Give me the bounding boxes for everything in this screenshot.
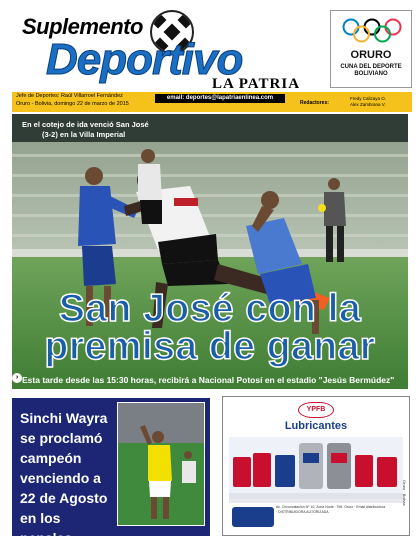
ypfb-logo: YPFB xyxy=(298,402,334,418)
arrow-bullet-icon: › xyxy=(12,373,22,383)
redactor-name: Fredy Calizaya O. xyxy=(350,96,387,101)
suplemento-label: Suplemento xyxy=(22,14,143,39)
secondary-photo xyxy=(117,402,205,526)
redactores-label: Redactores: xyxy=(300,100,329,106)
photo-caption xyxy=(22,120,149,140)
headline-line: San José con la xyxy=(58,287,362,330)
headline-line: premisa de ganar xyxy=(44,325,376,368)
caption-line: (3-2) en la Villa Imperial xyxy=(42,130,126,139)
logo-city: ORURO xyxy=(350,49,392,61)
email-link[interactable]: email: deportes@lapatriaenlinea.com xyxy=(155,94,285,103)
newspaper-name: LA PATRIA xyxy=(212,76,301,92)
olympic-rings-icon xyxy=(339,17,405,43)
main-headline xyxy=(12,287,408,368)
redactor-name: Alex Zambrana V. xyxy=(350,102,386,107)
deportivo-title: Deportivo xyxy=(46,35,243,84)
logo-tagline: CUNA DEL DEPORTE BOLIVIANO xyxy=(340,64,402,77)
main-subheadline: Esta tarde desde las 15:30 horas, recibirá a Nacional Potosí en el estadio "Jesús Bermúdez" xyxy=(22,375,395,385)
caption-line: En el cotejo de ida venció San José xyxy=(22,120,149,129)
ad-title: Lubricantes xyxy=(284,420,348,432)
player-celebration-photo xyxy=(118,403,204,525)
oruro-logo xyxy=(330,10,412,88)
secondary-headline[interactable]: Sinchi Wayra se proclamó campeón venciendo a 22 de Agosto en los penales xyxy=(20,410,108,546)
ad-side-text: Oruro · Bolivia xyxy=(402,480,407,506)
editor-line: Jefe de Deportes: Raúl Villarroel Fernández xyxy=(16,93,123,99)
dealer-info: Av. Circunvalación Nº 10, Zona Norte · Telf. Oruro · Email distribuidora · DISTRIBUIDORA AUTORIZADA xyxy=(276,505,386,514)
date-line: Oruro - Bolivia, domingo 22 de marzo de 2015 xyxy=(16,101,129,107)
dealer-logo xyxy=(232,507,274,527)
